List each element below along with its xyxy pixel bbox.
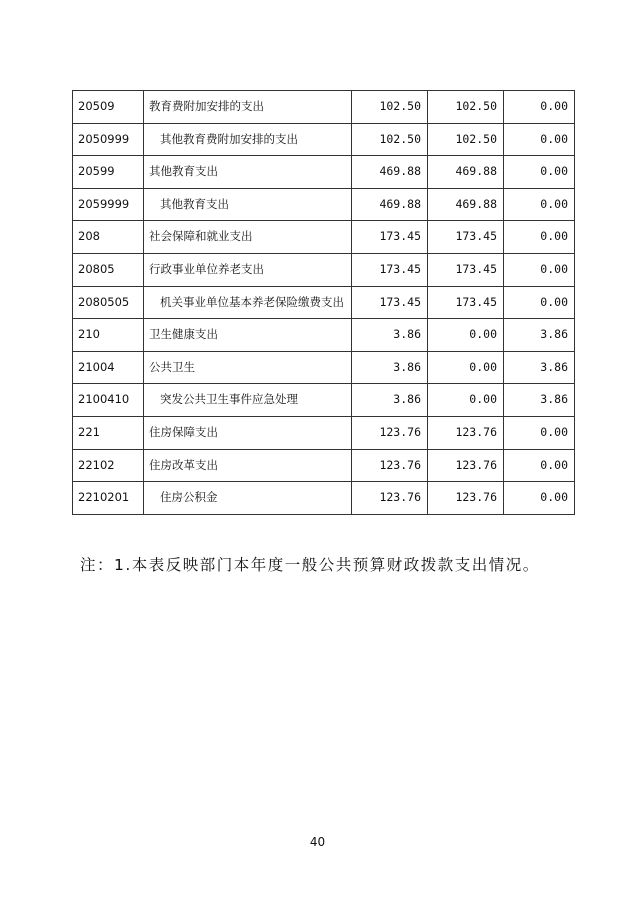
project-cell: 3.86	[504, 384, 575, 417]
project-cell: 0.00	[504, 449, 575, 482]
table-row	[73, 156, 575, 189]
project-cell: 0.00	[504, 188, 575, 221]
project-cell: 0.00	[504, 253, 575, 286]
project-cell: 0.00	[504, 286, 575, 319]
table-body	[73, 91, 575, 515]
name-cell: 社会保障和就业支出	[144, 221, 352, 254]
table-row	[73, 449, 575, 482]
basic-cell: 173.45	[428, 221, 504, 254]
table-note: 注：1.本表反映部门本年度一般公共预算财政拨款支出情况。	[80, 556, 540, 574]
code-cell: 21004	[73, 351, 144, 384]
name-cell: 住房公积金	[144, 482, 352, 515]
project-cell: 0.00	[504, 91, 575, 124]
project-cell: 0.00	[504, 123, 575, 156]
code-cell: 208	[73, 221, 144, 254]
table-row	[73, 123, 575, 156]
total-cell: 173.45	[352, 253, 428, 286]
project-cell: 3.86	[504, 351, 575, 384]
total-cell: 173.45	[352, 221, 428, 254]
basic-cell: 173.45	[428, 286, 504, 319]
code-cell: 22102	[73, 449, 144, 482]
basic-cell: 123.76	[428, 416, 504, 449]
project-cell: 0.00	[504, 482, 575, 515]
basic-cell: 102.50	[428, 91, 504, 124]
basic-cell: 469.88	[428, 188, 504, 221]
name-cell: 卫生健康支出	[144, 319, 352, 352]
table-row	[73, 319, 575, 352]
project-cell: 0.00	[504, 221, 575, 254]
total-cell: 3.86	[352, 384, 428, 417]
name-cell: 其他教育支出	[144, 156, 352, 189]
name-cell: 公共卫生	[144, 351, 352, 384]
code-cell: 20599	[73, 156, 144, 189]
basic-cell: 0.00	[428, 351, 504, 384]
name-cell: 住房改革支出	[144, 449, 352, 482]
code-cell: 2050999	[73, 123, 144, 156]
code-cell: 20805	[73, 253, 144, 286]
basic-cell: 102.50	[428, 123, 504, 156]
code-cell: 2100410	[73, 384, 144, 417]
total-cell: 123.76	[352, 449, 428, 482]
project-cell: 0.00	[504, 156, 575, 189]
basic-cell: 123.76	[428, 482, 504, 515]
code-cell: 2210201	[73, 482, 144, 515]
name-cell: 教育费附加安排的支出	[144, 91, 352, 124]
table-row	[73, 384, 575, 417]
name-cell: 住房保障支出	[144, 416, 352, 449]
name-cell: 机关事业单位基本养老保险缴费支出	[144, 286, 352, 319]
total-cell: 102.50	[352, 91, 428, 124]
name-cell: 行政事业单位养老支出	[144, 253, 352, 286]
basic-cell: 0.00	[428, 319, 504, 352]
expenditure-table	[72, 90, 575, 515]
basic-cell: 123.76	[428, 449, 504, 482]
code-cell: 221	[73, 416, 144, 449]
total-cell: 3.86	[352, 351, 428, 384]
table-row	[73, 286, 575, 319]
name-cell: 其他教育费附加安排的支出	[144, 123, 352, 156]
page-number: 40	[309, 835, 326, 849]
name-cell: 突发公共卫生事件应急处理	[144, 384, 352, 417]
total-cell: 123.76	[352, 416, 428, 449]
table-row	[73, 253, 575, 286]
project-cell: 3.86	[504, 319, 575, 352]
table-row	[73, 188, 575, 221]
project-cell: 0.00	[504, 416, 575, 449]
code-cell: 2059999	[73, 188, 144, 221]
code-cell: 2080505	[73, 286, 144, 319]
code-cell: 210	[73, 319, 144, 352]
basic-cell: 173.45	[428, 253, 504, 286]
total-cell: 3.86	[352, 319, 428, 352]
table-row	[73, 482, 575, 515]
table-row	[73, 351, 575, 384]
total-cell: 469.88	[352, 156, 428, 189]
total-cell: 123.76	[352, 482, 428, 515]
total-cell: 469.88	[352, 188, 428, 221]
basic-cell: 469.88	[428, 156, 504, 189]
code-cell: 20509	[73, 91, 144, 124]
total-cell: 102.50	[352, 123, 428, 156]
name-cell: 其他教育支出	[144, 188, 352, 221]
basic-cell: 0.00	[428, 384, 504, 417]
table-row	[73, 221, 575, 254]
table-row	[73, 416, 575, 449]
total-cell: 173.45	[352, 286, 428, 319]
table-row	[73, 91, 575, 124]
